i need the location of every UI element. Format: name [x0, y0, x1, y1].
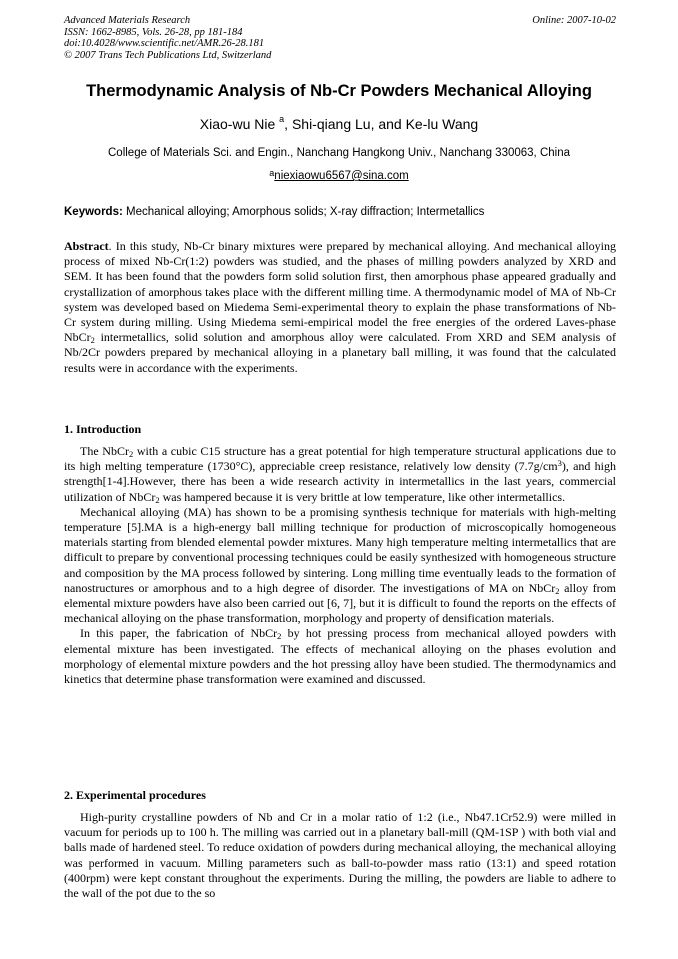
paper-title: Thermodynamic Analysis of Nb-Cr Powders Mechanical Alloying [86, 82, 592, 100]
section-heading-experimental: 2. Experimental procedures [64, 788, 206, 802]
paragraph [64, 444, 616, 505]
email-mark: a [269, 168, 275, 178]
experimental-body [64, 810, 616, 901]
introduction-body [64, 444, 616, 687]
keywords-label: Keywords: [64, 206, 123, 218]
text: ), and high strength[1-4].However, there has been a wide research activity in intermetallics in the last years, commercial utilization of NbCr [64, 459, 616, 504]
paragraph [64, 505, 616, 627]
author-first: Xiao-wu Nie [199, 116, 276, 132]
text: In this paper, the fabrication of NbCr [80, 626, 278, 641]
text: Mechanical alloying (MA) has shown to be a promising synthesis technique for materials with high-melting temperature [5].MA is a high-energy ball milling technique for production of microscopically homogeneous materials starting from blended elemental powder mixtures. Many high temperature melting intermetallics that are difficult to prepare by conventional processing techniques could be easily synthesized with homogeneous structure and composition by the MA process followed by sintering. Long milling time eventually leads to the formation of nanostructures or amorphous and to a high degree of disorder. The investigations of MA on NbCr [64, 504, 616, 595]
abstract [64, 239, 616, 376]
text: The NbCr [80, 444, 129, 458]
subscript: 2 [90, 335, 95, 346]
affiliation: College of Materials Sci. and Engin., Nanchang Hangkong Univ., Nanchang 330063, China [108, 147, 570, 159]
author-list [40, 116, 638, 132]
doi-line: doi:10.4028/www.scientific.net/AMR.26-28.181 [64, 38, 265, 49]
section-heading-introduction: 1. Introduction [64, 422, 142, 436]
text: with a cubic C15 structure has a great potential for high temperature structural applications due to its high melting temperature (1730°C), appreciable creep resistance, relatively low density (7.7g/cm [64, 444, 616, 474]
paragraph: High-purity crystalline powders of Nb and Cr in a molar ratio of 1:2 (i.e., Nb47.1Cr52.9) were milled in vacuum for periods up to 100 h. The milling was carried out in a planetary ball-mill (QM-1SP ) with both vial and balls made of hardened steel. To reduce oxidation of powders during mechanical alloying, the mechanical alloying was performed in vacuum. Milling parameters such as ball-to-powder mass ratio (13:1) and speed rotation (400rpm) were kept constant throughout the experiments. During the milling, the powders are liable to adhere to the wall of the pot due to the so [64, 810, 616, 901]
abstract-paragraph [64, 239, 616, 376]
abstract-text: . In this study, Nb-Cr binary mixtures were prepared by mechanical alloying. And mechanical alloying process of mixed Nb-Cr(1:2) powders was studied, and the phases of milling powders analyzed by XRD and SEM. It has been found that the powders form solid solution first, then amorphous phase appeared gradually and crystallization of amorphous takes place with the different milling time. A thermodynamic model of MA of Nb-Cr system was developed based on Miedema Semi-experimental theory to explain the phase transformations of Nb-Cr system during milling. Using Miedema semi-empirical model the free energies of the ordered Laves-phase NbCr [64, 239, 616, 345]
subscript: 2 [555, 585, 560, 596]
journal-header [64, 15, 616, 61]
issn-line: ISSN: 1662-8985, Vols. 26-28, pp 181-184 [64, 26, 243, 38]
subscript: 2 [155, 494, 160, 505]
abstract-text: intermetallics, solid solution and amorphous alloy were calculated. From XRD and SEM analysis of Nb/2Cr powders prepared by mechanical alloying in a planetary ball milling, it was found that the calculated results were in accordance with the experiments. [64, 330, 616, 375]
author-affil-mark: a [279, 114, 285, 124]
paragraph [64, 626, 616, 687]
subscript: 2 [277, 631, 282, 642]
text: was hampered because it is very brittle at low temperature, like other intermetallics. [159, 489, 566, 504]
abstract-label: Abstract [64, 239, 109, 253]
online-date: Online: 2007-10-02 [532, 15, 616, 26]
email-link[interactable]: niexiaowu6567@sina.com [274, 170, 409, 182]
keywords-text: Mechanical alloying; Amorphous solids; X-ray diffraction; Intermetallics [122, 206, 485, 218]
author-email [40, 170, 638, 182]
superscript: 3 [557, 458, 562, 469]
copyright-line: © 2007 Trans Tech Publications Ltd, Switzerland [64, 49, 272, 61]
journal-name: Advanced Materials Research [64, 15, 191, 26]
keywords [64, 206, 616, 218]
text: by hot pressing process from mechanical alloyed powders with elemental mixture has been investigated. The effects of mechanical alloying on the phases evolution and morphology of elemental mixture powders and the hot pressing alloy have been studied. The thermodynamics and kinetics that determine phase transformation were examined and discussed. [64, 626, 616, 687]
subscript: 2 [128, 449, 134, 459]
text: alloy from elemental mixture powders have also been carried out [6, 7], but it is difficult to found the reports on the effects of mechanical alloying on the phase transformation, morphology and property of densification materials. [64, 580, 616, 626]
author-rest: , Shi-qiang Lu, and Ke-lu Wang [284, 116, 479, 132]
